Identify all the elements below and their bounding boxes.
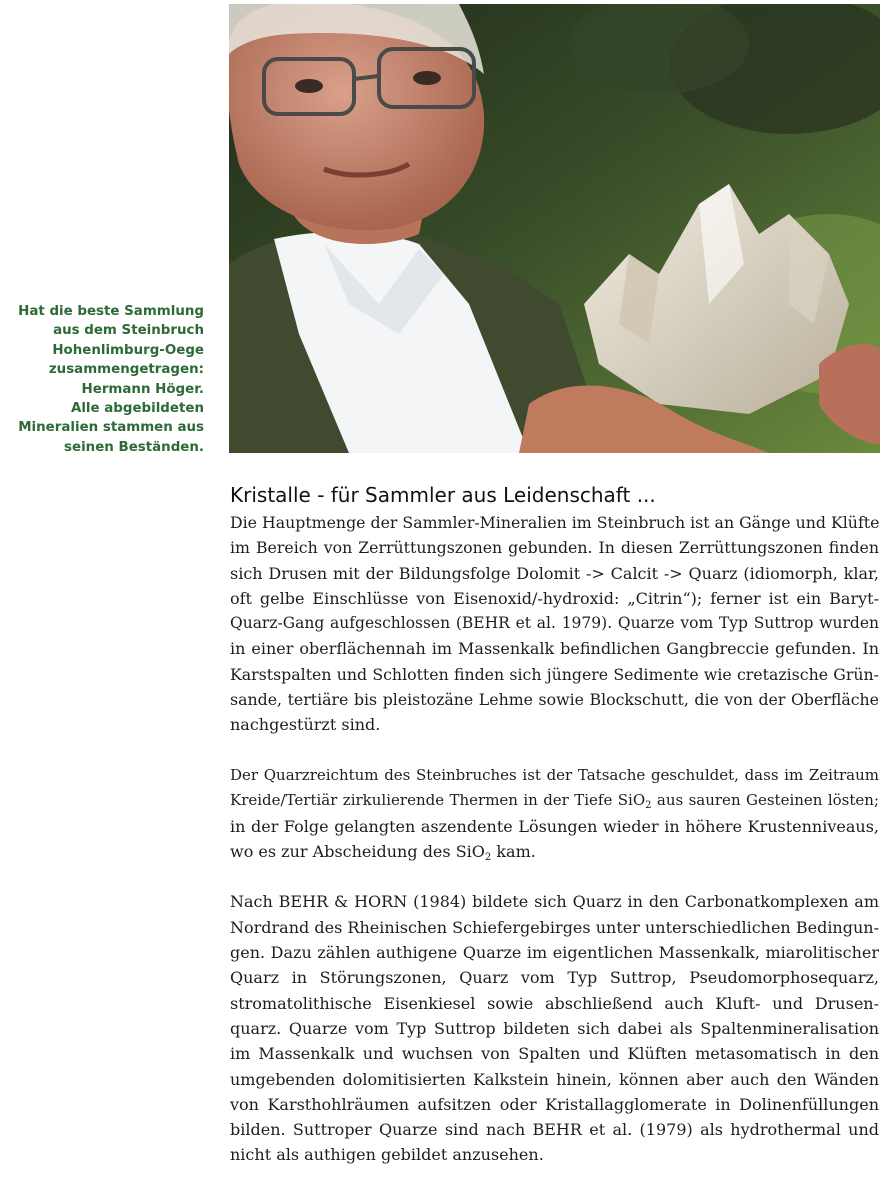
caption-line: aus dem Steinbruch bbox=[53, 323, 204, 339]
text-line: nachgestürzt sind. bbox=[230, 715, 381, 735]
caption-line: Alle abgebildeten bbox=[70, 401, 204, 417]
text-line: nicht als authigen gebildet anzusehen. bbox=[230, 1145, 544, 1165]
text-line bbox=[230, 839, 879, 864]
paragraph-2 bbox=[230, 763, 879, 864]
text-line: Nach BEHR & HORN (1984) bildete sich Quarz in den Carbonatkomplexen am bbox=[230, 892, 879, 912]
caption-line: Hohenlimburg-Oege bbox=[52, 342, 204, 358]
text-line: Der Quarzreichtum des Steinbruches ist der Tatsache geschuldet, dass im Zeitraum bbox=[230, 765, 879, 784]
text-segment: Kreide/Tertiär zirkulierende Thermen in der Tiefe SiO bbox=[230, 791, 646, 810]
text-line: oft gelbe Einschlüsse von Eisenoxid/-hydroxid: „Citrin“); ferner ist ein Baryt- bbox=[230, 588, 879, 608]
text-segment: wo es zur Abscheidung des SiO bbox=[230, 841, 485, 861]
text-line: gen. Dazu zählen authigene Quarze im eigentlichen Massenkalk, miarolitischer bbox=[230, 943, 879, 963]
text-line: sande, tertiäre bis pleistozäne Lehme sowie Blockschutt, die von der Oberfläche bbox=[230, 690, 879, 710]
article-body bbox=[230, 510, 879, 1168]
text-line: bilden. Suttroper Quarze sind nach BEHR et al. (1979) als hydrothermal und bbox=[230, 1120, 879, 1140]
text-line bbox=[230, 788, 879, 813]
subscript: 2 bbox=[645, 800, 652, 812]
text-line: sich Drusen mit der Bildungsfolge Dolomit -> Calcit -> Quarz (idiomorph, klar, bbox=[230, 563, 879, 583]
text-line: Karstspalten und Schlotten finden sich jüngere Sedimente wie cretazische Grün- bbox=[230, 664, 879, 684]
text-line: Quarz-Gang aufgeschlossen (BEHR et al. 1979). Quarze vom Typ Suttrop wurden bbox=[230, 614, 879, 633]
text-segment: kam. bbox=[491, 841, 536, 861]
portrait-photo-icon bbox=[229, 4, 880, 453]
caption-line: Mineralien stammen aus bbox=[18, 420, 204, 436]
text-line: von Karsthohlräumen aufsitzen oder Kristallagglomerate in Dolinenfüllungen bbox=[230, 1094, 879, 1114]
caption-line: Hat die beste Sammlung bbox=[18, 304, 204, 319]
paragraph-3 bbox=[230, 889, 879, 1167]
text-line: umgebenden dolomitisierten Kalkstein hinein, können aber auch den Wänden bbox=[230, 1069, 879, 1089]
text-line: in der Folge gelangten aszendente Lösungen wieder in höhere Krustenniveaus, bbox=[230, 816, 879, 836]
text-segment: aus sauren Gesteinen lösten; bbox=[651, 791, 879, 810]
text-line: Nordrand des Rheinischen Schiefergebirges unter unterschiedlichen Bedingun- bbox=[230, 917, 879, 937]
caption-line: seinen Beständen. bbox=[64, 439, 204, 455]
caption-line: zusammengetragen: bbox=[48, 362, 204, 378]
text-line: im Bereich von Zerrüttungszonen gebunden. In diesen Zerrüttungszonen finden bbox=[230, 538, 879, 558]
photo-caption bbox=[6, 302, 204, 457]
paragraph-1 bbox=[230, 510, 879, 738]
text-line: Quarz in Störungszonen, Quarz vom Typ Suttrop, Pseudomorphosequarz, bbox=[230, 968, 879, 988]
text-line: im Massenkalk und wuchsen von Spalten und Klüften metasomatisch in den bbox=[230, 1044, 879, 1064]
section-heading: Kristalle - für Sammler aus Leidenschaft ... bbox=[230, 483, 656, 507]
subscript: 2 bbox=[484, 851, 492, 863]
portrait-photo bbox=[229, 4, 880, 453]
text-line: quarz. Quarze vom Typ Suttrop bildeten sich dabei als Spaltenmineralisation bbox=[230, 1018, 879, 1038]
text-line: in einer oberflächennah im Massenkalk befindlichen Gangbreccie gefunden. In bbox=[230, 639, 879, 659]
text-line: Die Hauptmenge der Sammler-Mineralien im Steinbruch ist an Gänge und Klüfte bbox=[230, 513, 880, 532]
caption-line: Hermann Höger. bbox=[81, 381, 204, 397]
text-line: stromatolithische Eisenkiesel sowie abschließend auch Kluft- und Drusen- bbox=[230, 993, 879, 1013]
